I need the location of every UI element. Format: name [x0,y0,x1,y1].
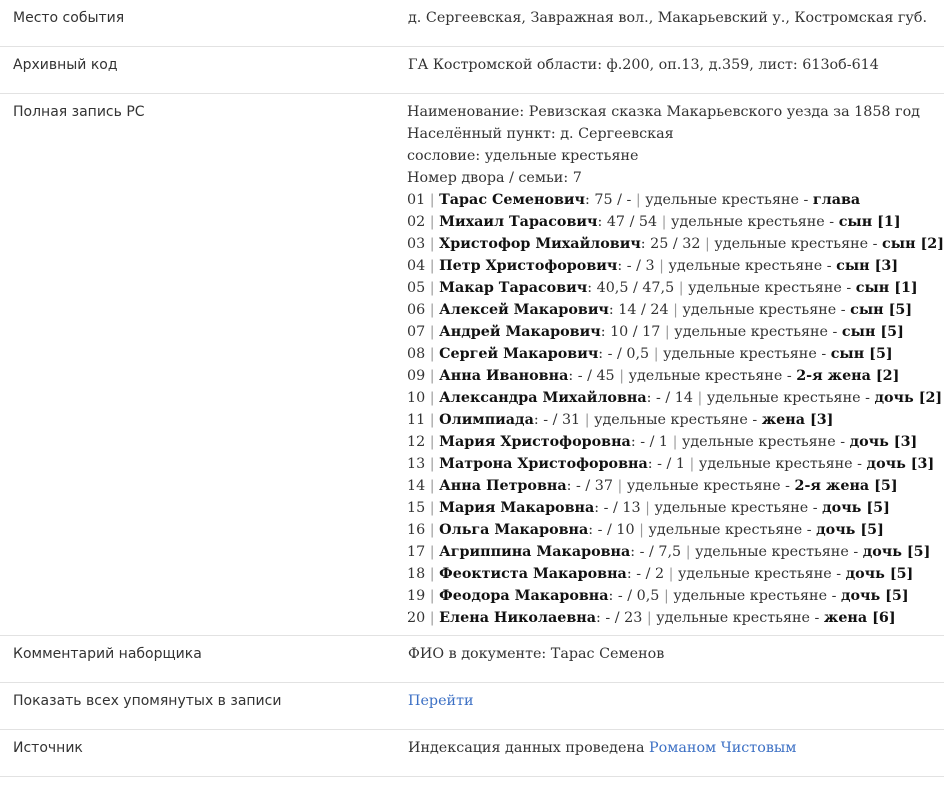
entry-ages: 75 / - [594,192,632,208]
entry-role: глава [812,192,861,208]
record-header-line: Наименование: Ревизская сказка Макарьевского уезда за 1858 год [407,104,920,120]
entry-estate: удельные крестьяне [663,346,817,362]
entry-number: 15 [407,500,426,516]
entry-estate: удельные крестьяне [654,500,809,516]
entry-ages: - / 14 [655,390,693,406]
person-entry: 02 | Михаил Тарасович: 47 / 54 | удельные крестьяне - сын [1] [407,214,901,230]
separator: | [639,522,644,538]
entry-role: дочь [5] [840,588,909,604]
row-label: Источник [13,740,83,756]
separator: | [429,434,435,450]
separator: | [646,610,652,626]
separator: | [685,544,691,560]
entry-ages: - / 2 [636,566,665,582]
row-label: Комментарий наборщика [13,646,202,662]
entry-number: 01 [407,192,426,208]
entry-role: дочь [5] [816,522,884,538]
row-label: Показать всех упомянутых в записи [13,693,282,709]
entry-estate: удельные крестьяне [648,522,803,538]
person-entry: 10 | Александра Михайловна: - / 14 | удельные крестьяне - дочь [2] [407,390,943,406]
entry-number: 09 [407,368,426,384]
entry-role: дочь [3] [849,434,918,450]
entry-role: сын [1] [855,280,918,296]
entry-ages: - / 0,5 [607,346,650,362]
person-entry: 05 | Макар Тарасович: 40,5 / 47,5 | удельные крестьяне - сын [1] [407,280,918,296]
separator: | [661,214,667,230]
entry-estate: удельные крестьяне [698,456,853,472]
entry-role: сын [5] [850,302,913,318]
entry-ages: 40,5 / 47,5 [596,280,675,296]
person-entry: 03 | Христофор Михайлович: 25 / 32 | удельные крестьяне - сын [2] [407,236,944,252]
entry-number: 06 [407,302,426,318]
person-entry: 09 | Анна Ивановна: - / 45 | удельные крестьяне - 2-я жена [2] [407,368,900,384]
separator: | [429,390,435,406]
person-entry: 20 | Елена Николаевна: - / 23 | удельные крестьяне - жена [6] [407,610,896,626]
entry-name: Макар Тарасович [439,280,588,296]
entry-name: Александра Михайловна [439,390,647,406]
entry-number: 17 [407,544,426,560]
entry-role: сын [5] [841,324,904,340]
entry-estate: удельные крестьяне [681,434,836,450]
entry-ages: 25 / 32 [650,236,701,252]
go-link[interactable]: Перейти [408,693,474,709]
row-value: ФИО в документе: Тарас Семенов [408,646,665,662]
entry-estate: удельные крестьяне [682,302,837,318]
row-typist-comment [0,636,944,683]
separator: | [673,302,678,318]
separator: | [429,456,435,472]
separator: | [429,588,435,604]
entry-name: Мария Макаровна [439,500,595,516]
row-archive-code [0,47,944,94]
entry-estate: удельные крестьяне [671,214,825,230]
entry-ages: - / 10 [597,522,635,538]
person-entry: 01 | Тарас Семенович: 75 / - | удельные крестьяне - глава [407,192,861,208]
entry-number: 04 [407,258,426,274]
entry-role: сын [1] [838,214,901,230]
entry-role: сын [3] [836,258,899,274]
person-entry: 17 | Агриппина Макаровна: - / 7,5 | удельные крестьяне - дочь [5] [407,544,931,560]
separator: | [429,258,435,274]
entry-estate: удельные крестьяне [673,588,828,604]
person-entry: 08 | Сергей Макарович: - / 0,5 | удельные крестьяне - сын [5] [407,346,893,362]
row-source [0,730,944,777]
separator: | [659,258,664,274]
separator: | [635,192,641,208]
separator: | [429,412,435,428]
entry-number: 03 [407,236,426,252]
entry-name: Мария Христофоровна [439,434,631,450]
person-entry: 19 | Феодора Макаровна: - / 0,5 | удельные крестьяне - дочь [5] [407,588,909,604]
entry-role: дочь [5] [845,566,914,582]
entry-ages: - / 23 [605,610,643,626]
entry-number: 08 [407,346,426,362]
row-event-place [0,0,944,47]
separator: | [429,368,435,384]
separator: | [584,412,590,428]
entry-role: жена [6] [823,610,896,626]
entry-number: 02 [407,214,426,230]
entry-role: жена [3] [761,412,834,428]
separator: | [697,390,703,406]
separator: | [429,544,435,560]
entry-estate: удельные крестьяне [628,368,783,384]
row-value: д. Сергеевская, Завражная вол., Макарьевский у., Костромская губ. [408,10,927,26]
entry-role: дочь [2] [874,390,943,406]
entry-name: Феодора Макаровна [439,588,609,604]
indexer-link[interactable]: Романом Чистовым [649,740,797,756]
entry-estate: удельные крестьяне [695,544,849,560]
entry-number: 18 [407,566,426,582]
entry-name: Тарас Семенович [439,192,585,208]
person-entry: 13 | Матрона Христофоровна: - / 1 | удельные крестьяне - дочь [3] [407,456,935,472]
entry-estate: удельные крестьяне [688,280,842,296]
person-entry: 16 | Ольга Макаровна: - / 10 | удельные крестьяне - дочь [5] [407,522,884,538]
separator: | [664,324,670,340]
entry-ages: - / 7,5 [639,544,682,560]
entry-name: Матрона Христофоровна [439,456,648,472]
entry-ages: - / 1 [640,434,669,450]
row-show-all [0,683,944,730]
entry-name: Алексей Макарович [439,302,609,318]
entry-number: 14 [407,478,426,494]
entry-name: Михаил Тарасович [439,214,598,230]
entry-number: 13 [407,456,426,472]
row-label: Архивный код [13,57,118,73]
separator: | [429,522,435,538]
entry-estate: удельные крестьяне [674,324,828,340]
entry-estate: удельные крестьяне [645,192,799,208]
entry-name: Андрей Макарович [439,324,601,340]
separator: | [668,566,674,582]
row-value: ГА Костромской области: ф.200, оп.13, д.359, лист: 613об-614 [408,57,879,73]
person-entry: 04 | Петр Христофорович: - / 3 | удельные крестьяне - сын [3] [407,258,899,274]
separator: | [429,214,435,230]
separator: | [645,500,650,516]
entry-role: 2-я жена [5] [794,478,898,494]
person-entry: 14 | Анна Петровна: - / 37 | удельные крестьяне - 2-я жена [5] [407,478,898,494]
entry-number: 19 [407,588,426,604]
entry-role: сын [5] [830,346,893,362]
entry-estate: удельные крестьяне [594,412,748,428]
separator: | [429,324,435,340]
entry-ages: - / 3 [626,258,655,274]
entry-estate: удельные крестьяне [626,478,781,494]
entry-name: Анна Ивановна [439,368,569,384]
entry-estate: удельные крестьяне [656,610,810,626]
person-entry: 06 | Алексей Макарович: 14 / 24 | удельные крестьяне - сын [5] [407,302,913,318]
row-value [407,100,944,629]
entry-ages: - / 13 [603,500,641,516]
separator: | [429,192,435,208]
record-header-line: сословие: удельные крестьяне [407,148,639,164]
record-header-line: Населённый пункт: д. Сергеевская [407,126,674,142]
entry-estate: удельные крестьяне [668,258,823,274]
person-entry: 07 | Андрей Макарович: 10 / 17 | удельные крестьяне - сын [5] [407,324,904,340]
entry-name: Анна Петровна [439,478,567,494]
row-label: Место события [13,10,125,26]
separator: | [663,588,669,604]
separator: | [653,346,659,362]
entry-role: сын [2] [882,236,944,252]
entry-name: Петр Христофорович [439,258,618,274]
separator: | [429,610,435,626]
separator: | [429,478,435,494]
separator: | [619,368,625,384]
separator: | [429,566,435,582]
separator: | [689,456,695,472]
record-header-line: Номер двора / семьи: 7 [407,170,582,186]
entry-ages: - / 45 [577,368,615,384]
entry-ages: - / 0,5 [617,588,660,604]
entry-ages: - / 37 [576,478,613,494]
entry-role: дочь [3] [866,456,935,472]
separator: | [429,280,435,296]
entry-number: 12 [407,434,426,450]
separator: | [429,302,435,318]
entry-number: 05 [407,280,426,296]
entry-name: Сергей Макарович [439,346,599,362]
separator: | [429,500,435,516]
entry-name: Елена Николаевна [439,610,597,626]
row-label: Полная запись РС [13,104,145,120]
separator: | [429,346,435,362]
source-prefix: Индексация данных проведена [408,740,650,756]
separator: | [705,236,710,252]
entry-estate: удельные крестьяне [714,236,869,252]
entry-ages: 10 / 17 [610,324,661,340]
entry-name: Олимпиада [439,412,534,428]
entry-estate: удельные крестьяне [706,390,861,406]
entry-number: 20 [407,610,426,626]
entry-name: Агриппина Макаровна [439,544,631,560]
entry-estate: удельные крестьяне [677,566,832,582]
person-entry: 18 | Феоктиста Макаровна: - / 2 | удельные крестьяне - дочь [5] [407,566,914,582]
entry-number: 11 [407,412,426,428]
separator: | [678,280,684,296]
entry-ages: 47 / 54 [606,214,658,230]
separator: | [617,478,623,494]
row-full-record [0,94,944,636]
entry-ages: - / 31 [543,412,581,428]
entry-name: Ольга Макаровна [439,522,589,538]
entry-role: дочь [5] [862,544,931,560]
entry-number: 10 [407,390,426,406]
entry-role: 2-я жена [2] [796,368,900,384]
entry-ages: - / 1 [657,456,685,472]
entry-name: Феоктиста Макаровна [439,566,627,582]
person-entry: 15 | Мария Макаровна: - / 13 | удельные крестьяне - дочь [5] [407,500,890,516]
person-entry: 12 | Мария Христофоровна: - / 1 | удельные крестьяне - дочь [3] [407,434,918,450]
entry-role: дочь [5] [822,500,890,516]
separator: | [672,434,678,450]
entry-number: 16 [407,522,426,538]
entry-ages: 14 / 24 [618,302,669,318]
entry-number: 07 [407,324,426,340]
person-entry: 11 | Олимпиада: - / 31 | удельные крестьяне - жена [3] [407,412,834,428]
separator: | [429,236,435,252]
entry-name: Христофор Михайлович [439,236,641,252]
